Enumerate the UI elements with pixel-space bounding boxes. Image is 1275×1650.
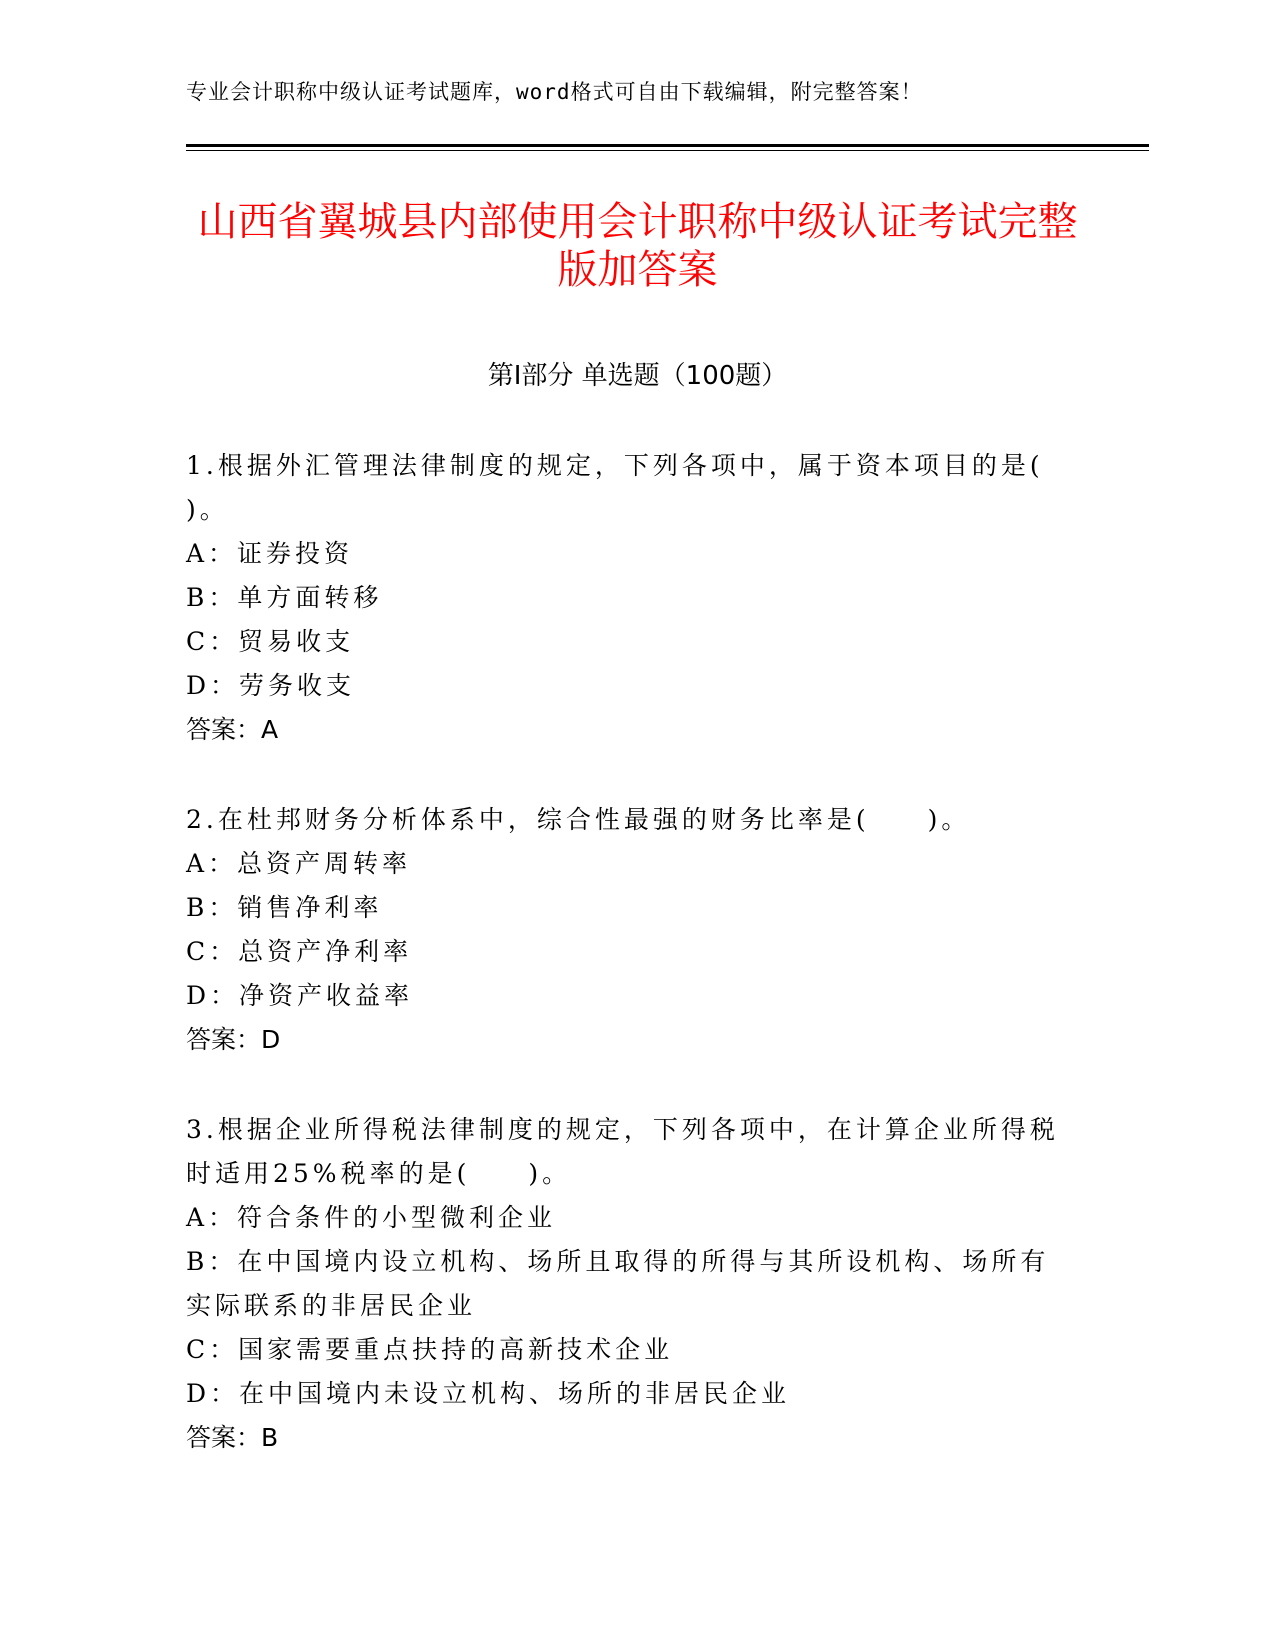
document-title: 山西省翼城县内部使用会计职称中级认证考试完整版加答案 xyxy=(197,199,1078,293)
question-list xyxy=(186,444,1066,1506)
option-a: A：总资产周转率 xyxy=(186,849,412,878)
option-d: D：净资产收益率 xyxy=(186,981,414,1010)
header-rule-thick xyxy=(186,144,1149,147)
answer: 答案：B xyxy=(186,1423,279,1452)
option-a: A：符合条件的小型微利企业 xyxy=(186,1203,557,1232)
option-b: B：销售净利率 xyxy=(186,893,383,922)
option-c: C：总资产净利率 xyxy=(186,937,413,966)
question-1 xyxy=(186,444,1066,752)
question-stem: 3.根据企业所得税法律制度的规定，下列各项中，在计算企业所得税时适用25%税率的是( )。 xyxy=(186,1115,1059,1188)
answer: 答案：D xyxy=(186,1025,281,1054)
question-3 xyxy=(186,1108,1066,1460)
question-stem: 2.在杜邦财务分析体系中，综合性最强的财务比率是( )。 xyxy=(186,805,971,834)
question-2 xyxy=(186,798,1066,1062)
option-c: C：贸易收支 xyxy=(186,627,355,656)
option-b: B：在中国境内设立机构、场所且取得的所得与其所设机构、场所有实际联系的非居民企业 xyxy=(186,1247,1050,1320)
header-note: 专业会计职称中级认证考试题库，word格式可自由下载编辑，附完整答案！ xyxy=(186,80,923,104)
question-stem: 1.根据外汇管理法律制度的规定，下列各项中，属于资本项目的是( )。 xyxy=(186,451,1044,524)
option-d: D：在中国境内未设立机构、场所的非居民企业 xyxy=(186,1379,791,1408)
header-rule-thin xyxy=(186,150,1149,151)
option-a: A：证券投资 xyxy=(186,539,354,568)
option-d: D：劳务收支 xyxy=(186,671,356,700)
answer: 答案：A xyxy=(186,715,279,744)
section-title: 第I部分 单选题（100题） xyxy=(487,361,788,391)
option-c: C：国家需要重点扶持的高新技术企业 xyxy=(186,1335,674,1364)
option-b: B：单方面转移 xyxy=(186,583,383,612)
